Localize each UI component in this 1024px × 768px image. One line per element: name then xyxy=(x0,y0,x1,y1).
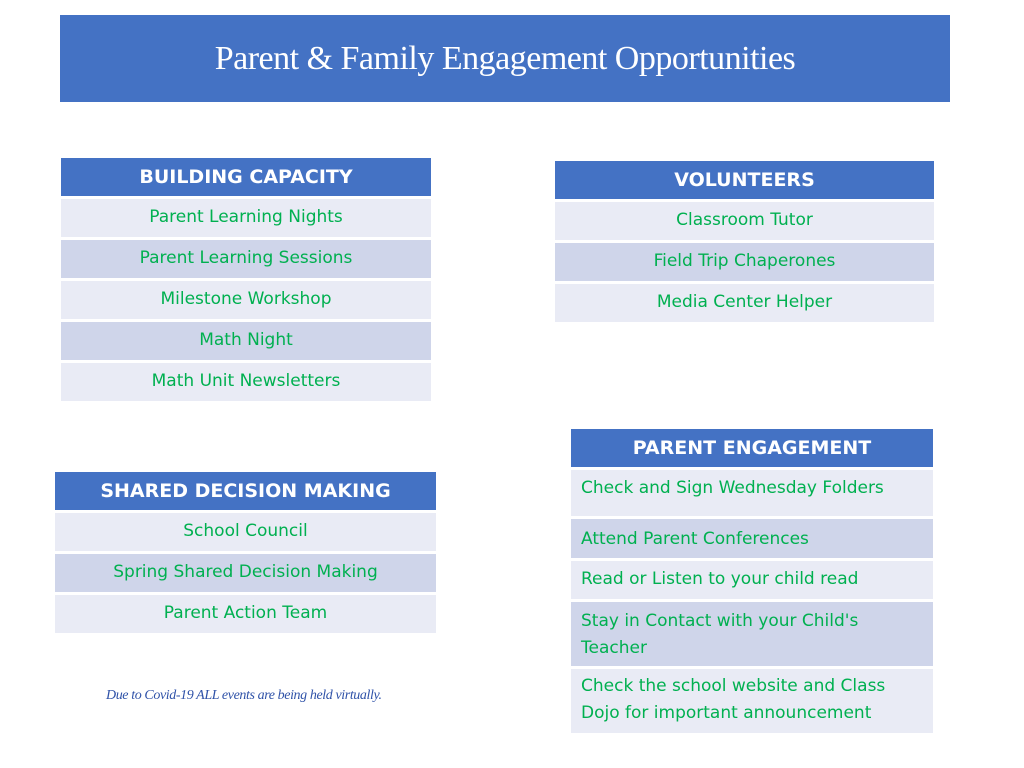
volunteers-header: VOLUNTEERS xyxy=(555,161,934,201)
list-item: Classroom Tutor xyxy=(555,201,934,242)
list-item: Stay in Contact with your Child's Teacher xyxy=(571,601,933,668)
list-item: Check and Sign Wednesday Folders xyxy=(571,469,933,518)
list-item: School Council xyxy=(55,512,436,553)
list-item: Milestone Workshop xyxy=(61,280,431,321)
list-item: Math Unit Newsletters xyxy=(61,362,431,403)
list-item: Read or Listen to your child read xyxy=(571,560,933,601)
list-item: Check the school website and Class Dojo for important announcement xyxy=(571,668,933,735)
list-item: Parent Learning Nights xyxy=(61,198,431,239)
list-item: Spring Shared Decision Making xyxy=(55,553,436,594)
volunteers-table xyxy=(555,161,934,325)
building-capacity-header: BUILDING CAPACITY xyxy=(61,158,431,198)
title-banner xyxy=(60,15,950,102)
list-item: Field Trip Chaperones xyxy=(555,242,934,283)
page-title: Parent & Family Engagement Opportunities xyxy=(214,39,796,77)
list-item: Math Night xyxy=(61,321,431,362)
covid-note: Due to Covid-19 ALL events are being held virtually. xyxy=(106,688,382,703)
building-capacity-table xyxy=(61,158,431,404)
list-item: Attend Parent Conferences xyxy=(571,518,933,560)
list-item: Parent Action Team xyxy=(55,594,436,635)
list-item: Parent Learning Sessions xyxy=(61,239,431,280)
shared-decision-making-header: SHARED DECISION MAKING xyxy=(55,472,436,512)
parent-engagement-table xyxy=(571,429,933,736)
parent-engagement-header: PARENT ENGAGEMENT xyxy=(571,429,933,469)
list-item: Media Center Helper xyxy=(555,283,934,324)
shared-decision-making-table xyxy=(55,472,436,636)
